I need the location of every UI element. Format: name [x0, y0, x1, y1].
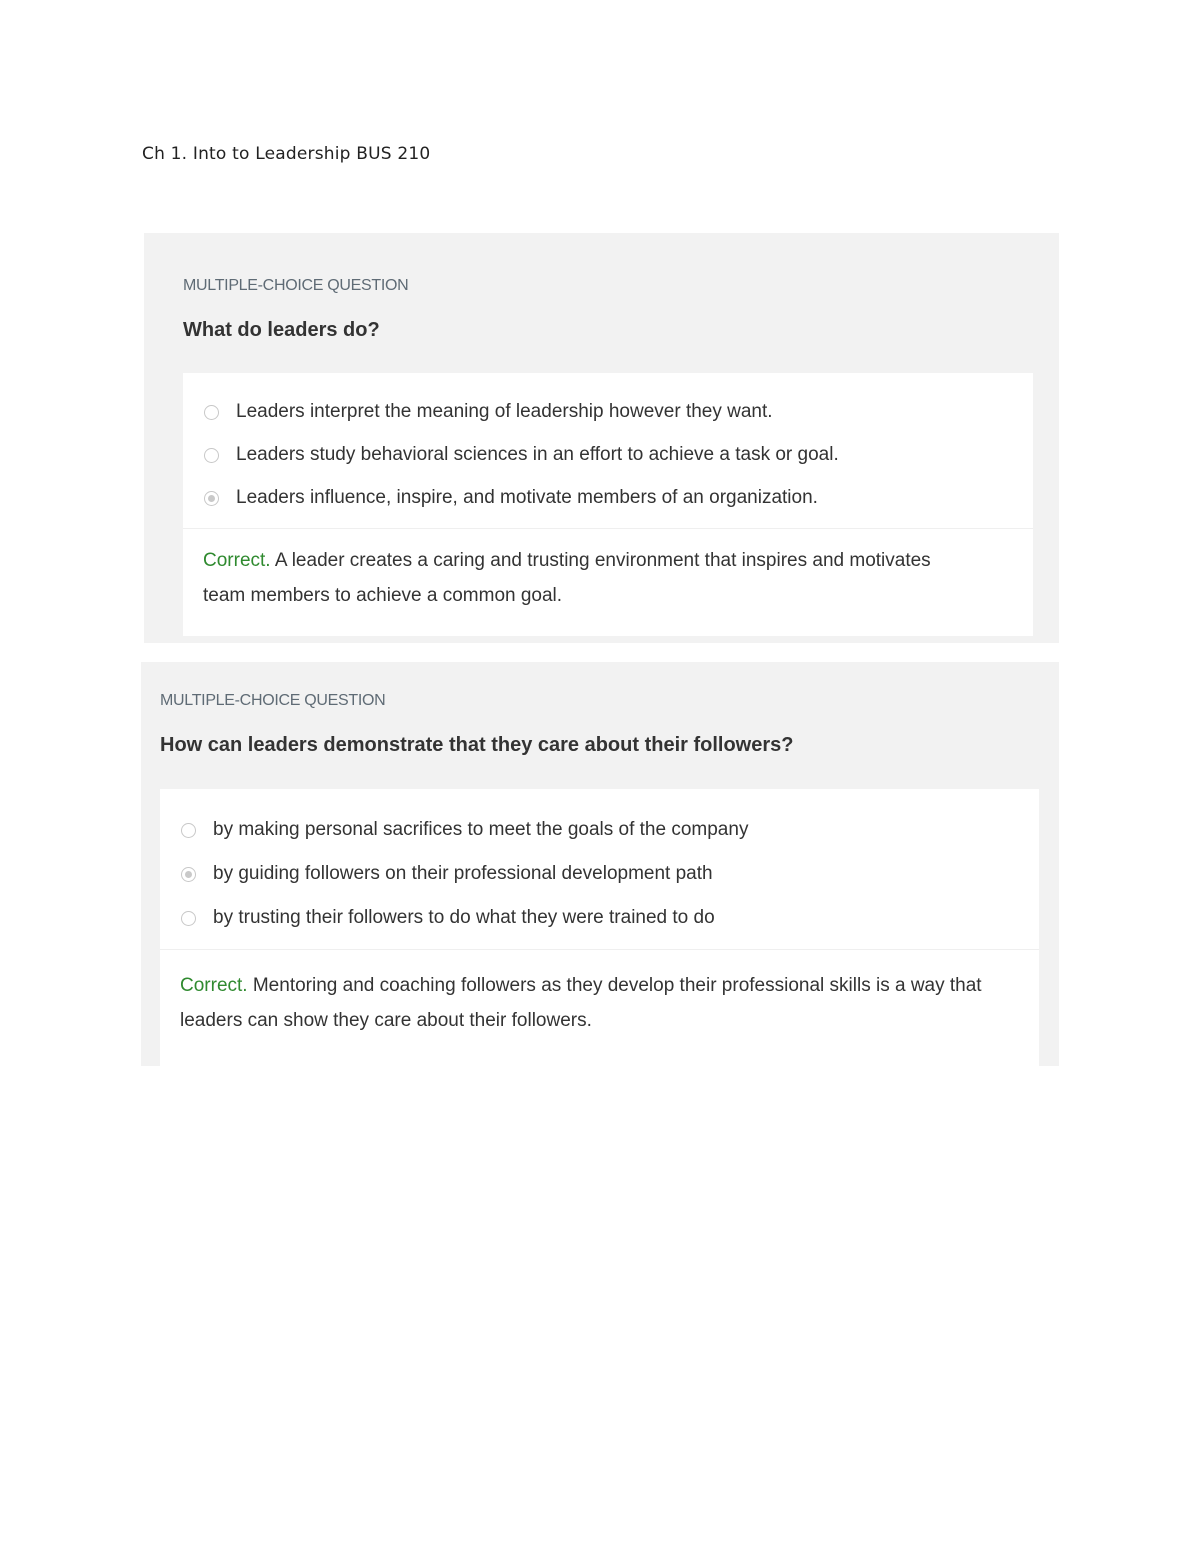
- answer-option-selected[interactable]: [181, 859, 713, 889]
- answer-box: [160, 789, 1039, 1066]
- option-label: by making personal sacrifices to meet the goals of the company: [213, 819, 749, 840]
- radio-button-selected[interactable]: [181, 867, 196, 882]
- option-label: Leaders study behavioral sciences in an effort to achieve a task or goal.: [236, 444, 839, 465]
- divider: [183, 528, 1033, 529]
- answer-box: [183, 373, 1033, 636]
- answer-option[interactable]: [204, 440, 839, 470]
- question-card: [144, 233, 1059, 643]
- correct-status: Correct.: [180, 975, 248, 996]
- radio-button[interactable]: [204, 448, 219, 463]
- document-title: Ch 1. Into to Leadership BUS 210: [142, 144, 431, 164]
- answer-feedback: [203, 543, 963, 613]
- radio-button[interactable]: [181, 823, 196, 838]
- option-label: by trusting their followers to do what they were trained to do: [213, 907, 715, 928]
- option-label: by guiding followers on their professional development path: [213, 863, 713, 884]
- answer-option[interactable]: [204, 397, 773, 427]
- answer-option[interactable]: [181, 903, 715, 933]
- radio-button-selected[interactable]: [204, 491, 219, 506]
- option-label: Leaders influence, inspire, and motivate members of an organization.: [236, 487, 818, 508]
- option-label: Leaders interpret the meaning of leadership however they want.: [236, 401, 773, 422]
- question-text: How can leaders demonstrate that they care about their followers?: [160, 734, 794, 756]
- question-card: [141, 662, 1059, 1066]
- answer-feedback: [180, 968, 1020, 1038]
- answer-option[interactable]: [181, 815, 748, 845]
- question-type-label: MULTIPLE-CHOICE QUESTION: [160, 692, 386, 709]
- divider: [160, 949, 1039, 950]
- feedback-text: A leader creates a caring and trusting environment that inspires and motivates team members to achieve a common goal.: [203, 550, 931, 606]
- question-type-label: MULTIPLE-CHOICE QUESTION: [183, 277, 409, 294]
- correct-status: Correct.: [203, 550, 271, 571]
- radio-button[interactable]: [204, 405, 219, 420]
- question-text: What do leaders do?: [183, 319, 380, 341]
- feedback-text: Mentoring and coaching followers as they develop their professional skills is a way that leaders can show they care about their followers.: [180, 975, 982, 1031]
- answer-option-selected[interactable]: [204, 483, 818, 513]
- radio-button[interactable]: [181, 911, 196, 926]
